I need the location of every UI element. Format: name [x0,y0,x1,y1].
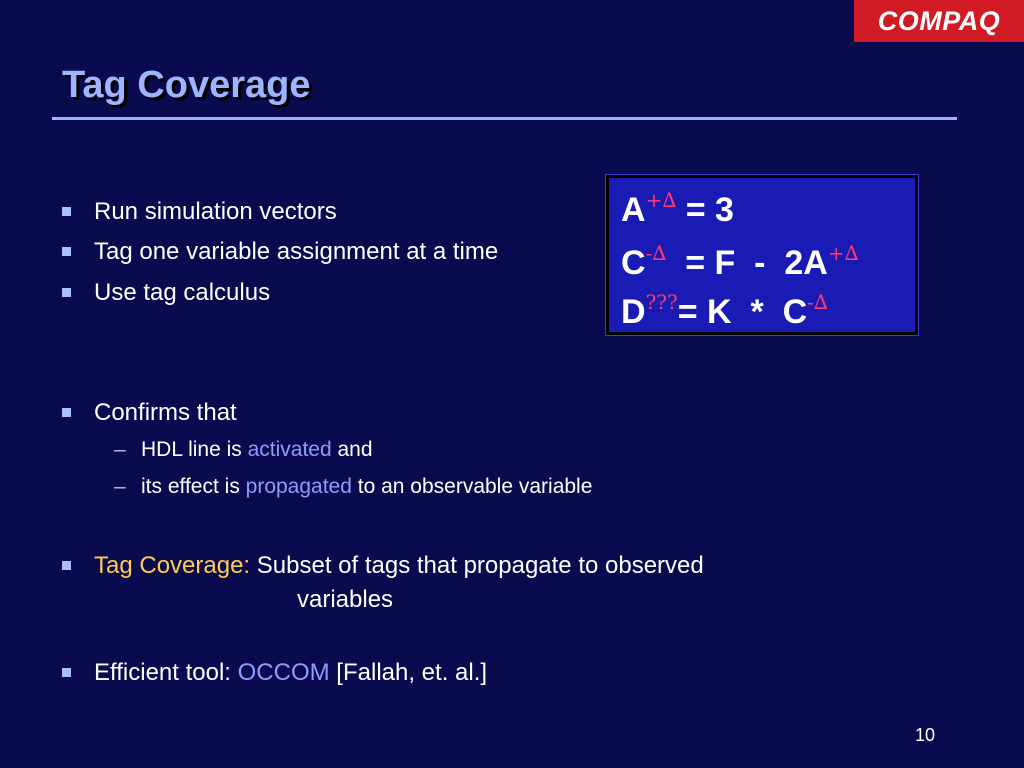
formula-d-sup2: -∆ [807,290,828,314]
sub-bullet-highlight: propagated [245,475,352,498]
slide-title: Tag Coverage [62,64,311,106]
sub-bullet-text [141,438,373,462]
tag-coverage-definition-cont: variables [297,586,394,613]
bullet-text: Confirms that [94,399,237,426]
sub-bullet-post: to an observable variable [351,475,593,498]
compaq-logo [854,0,1024,42]
formula-a-rhs: = 3 [676,191,734,229]
tag-coverage-term: Tag Coverage: [94,552,251,579]
formula-row-c [621,241,859,283]
formula-c-sup: -∆ [645,241,667,265]
tag-coverage-definition: Subset of tags that propagate to observed [250,552,704,579]
bullet-square-icon [62,288,71,297]
bullet-continuation [297,586,393,614]
title-divider [52,117,957,120]
formula-c-lhs: C [621,244,646,282]
dash-icon: – [114,438,126,461]
bullet-text: Tag one variable assignment at a time [94,238,499,265]
formula-a-lhs: A [621,191,646,229]
sub-bullet-post: and [331,438,373,461]
formula-d-lhs: D [621,293,646,331]
slide-number: 10 [915,725,936,745]
bullet-text: Use tag calculus [94,279,271,306]
bullet-text: Run simulation vectors [94,198,337,225]
bullet-text [94,552,704,580]
formula-a-sup: +∆ [645,188,677,212]
formula-row-a [621,188,734,230]
formula-d-sup: ??? [645,290,678,314]
tool-name: OCCOM [237,659,330,686]
sub-bullet-pre: its effect is [141,475,246,498]
bullet-text [94,659,487,687]
formula-d-rhs: = K * C [677,293,808,331]
tool-pre: Efficient tool: [94,659,238,686]
bullet-square-icon [62,668,71,677]
formula-c-rhs: = F - 2A [666,244,828,282]
sub-bullet-highlight: activated [247,438,332,461]
tool-citation: [Fallah, et. al.] [329,659,488,686]
bullet-square-icon [62,247,71,256]
formula-c-sup2: +∆ [827,241,859,265]
formula-row-d [621,290,828,332]
bullet-square-icon [62,408,71,417]
logo-text: COMPAQ [877,5,1001,36]
formula-box [606,175,918,335]
sub-bullet-pre: HDL line is [141,438,248,461]
bullet-square-icon [62,561,71,570]
dash-icon: – [114,475,126,498]
sub-bullet-text [141,475,592,499]
bullet-square-icon [62,207,71,216]
